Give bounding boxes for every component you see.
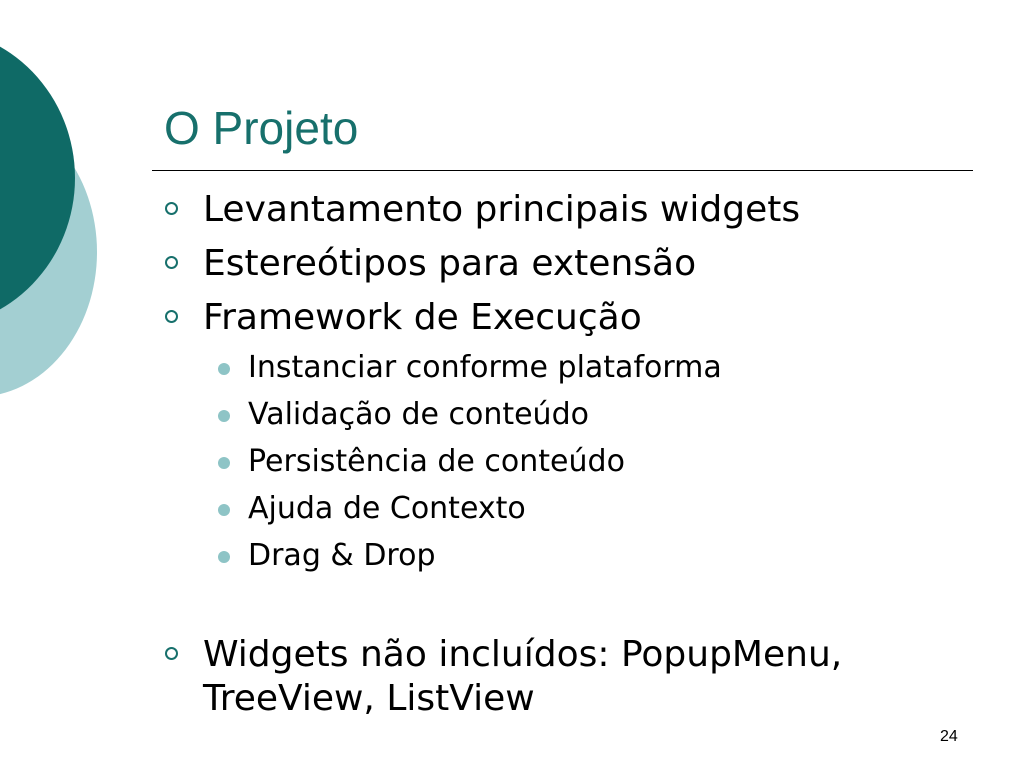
page-number: 24: [940, 728, 958, 745]
dot-bullet-icon: [218, 363, 230, 375]
sub-bullet-item: [248, 350, 722, 386]
bullet-text: Levantamento principais widgets: [203, 189, 801, 230]
bullet-text-continuation: TreeView, ListView: [203, 678, 535, 719]
bullet-item: [203, 633, 842, 721]
dot-bullet-icon: [218, 551, 230, 563]
bullet-text: Framework de Execução: [203, 297, 642, 338]
dot-bullet-icon: [218, 410, 230, 422]
sub-bullet-item: [248, 397, 589, 433]
sub-bullet-text: Persistência de conteúdo: [248, 444, 625, 479]
sub-bullet-text: Instanciar conforme plataforma: [248, 350, 722, 385]
bullet-item: [203, 242, 696, 286]
sub-bullet-item: [248, 538, 436, 574]
sub-bullet-text: Validação de conteúdo: [248, 397, 589, 432]
hollow-circle-bullet-icon: [165, 647, 178, 660]
bullet-text: Widgets não incluídos: PopupMenu,: [203, 634, 843, 675]
dot-bullet-icon: [218, 504, 230, 516]
title-divider: [152, 170, 973, 171]
sub-bullet-item: [248, 444, 625, 480]
bullet-item: [203, 188, 800, 232]
hollow-circle-bullet-icon: [165, 310, 178, 323]
bullet-item: [203, 296, 642, 340]
bullet-text: Estereótipos para extensão: [203, 243, 697, 284]
sub-bullet-text: Ajuda de Contexto: [248, 491, 526, 526]
sub-bullet-text: Drag & Drop: [248, 538, 436, 573]
hollow-circle-bullet-icon: [165, 256, 178, 269]
slide-title: O Projeto: [164, 102, 359, 154]
sub-bullet-item: [248, 491, 526, 527]
hollow-circle-bullet-icon: [165, 202, 178, 215]
dot-bullet-icon: [218, 457, 230, 469]
